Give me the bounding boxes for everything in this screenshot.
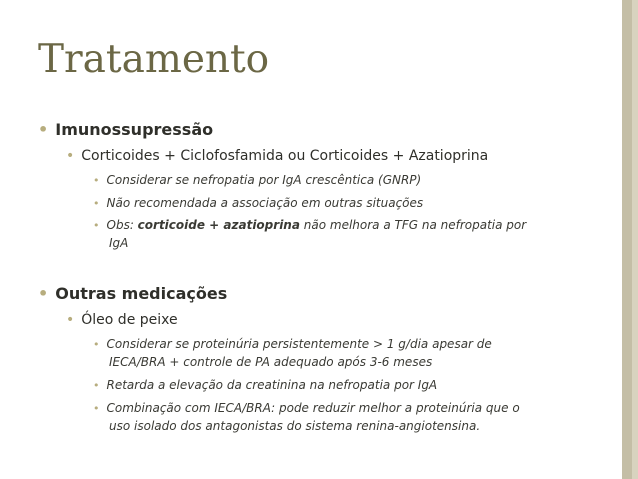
obs-continuation: IgA <box>109 236 129 250</box>
point-combinacao <box>93 401 520 415</box>
obs-bold-text: corticoide + azatioprina <box>137 218 300 232</box>
point-gnrp <box>93 173 421 187</box>
bullet-icon: • <box>38 284 49 303</box>
section-heading-text: Outras medicações <box>55 284 228 303</box>
bullet-icon: • <box>66 148 75 164</box>
point-obs <box>93 218 526 232</box>
point-text: Considerar se proteinúria persistentemente > 1 g/dia apesar de <box>106 337 492 351</box>
point-nao-recomendada <box>93 196 423 210</box>
point-proteinuria <box>93 337 492 351</box>
point-text: Combinação com IECA/BRA: pode reduzir melhor a proteinúria que o <box>106 401 520 415</box>
obs-suffix: não melhora a TFG na nefropatia por <box>299 218 527 232</box>
bullet-icon: • <box>93 174 100 187</box>
subheading-text: Corticoides + Ciclofosfamida ou Corticoides + Azatioprina <box>81 148 489 164</box>
point-continuation: IECA/BRA + controle de PA adequado após 3-6 meses <box>109 355 433 369</box>
point-continuation: uso isolado dos antagonistas do sistema renina-angiotensina. <box>109 419 481 433</box>
subheading-oleo-de-peixe <box>66 312 178 328</box>
bullet-icon: • <box>93 379 100 392</box>
bullet-icon: • <box>66 312 75 328</box>
subheading-text: Óleo de peixe <box>81 312 178 328</box>
decorative-side-bar <box>622 0 638 479</box>
section-heading-imunossupressao <box>38 120 213 139</box>
obs-prefix: Obs: <box>106 218 138 232</box>
slide-title: Tratamento <box>38 37 270 82</box>
bullet-icon: • <box>38 120 49 139</box>
bullet-icon: • <box>93 338 100 351</box>
bullet-icon: • <box>93 402 100 415</box>
section-heading-text: Imunossupressão <box>55 120 214 139</box>
point-text: Retarda a elevação da creatinina na nefropatia por IgA <box>106 378 438 392</box>
section-heading-outras-medicacoes <box>38 284 227 303</box>
point-creatinina <box>93 378 437 392</box>
point-text: Não recomendada a associação em outras situações <box>106 196 424 210</box>
point-text: Considerar se nefropatia por IgA crescêntica (GNRP) <box>106 173 422 187</box>
subheading-corticoides <box>66 148 488 164</box>
bullet-icon: • <box>93 197 100 210</box>
bullet-icon: • <box>93 219 100 232</box>
